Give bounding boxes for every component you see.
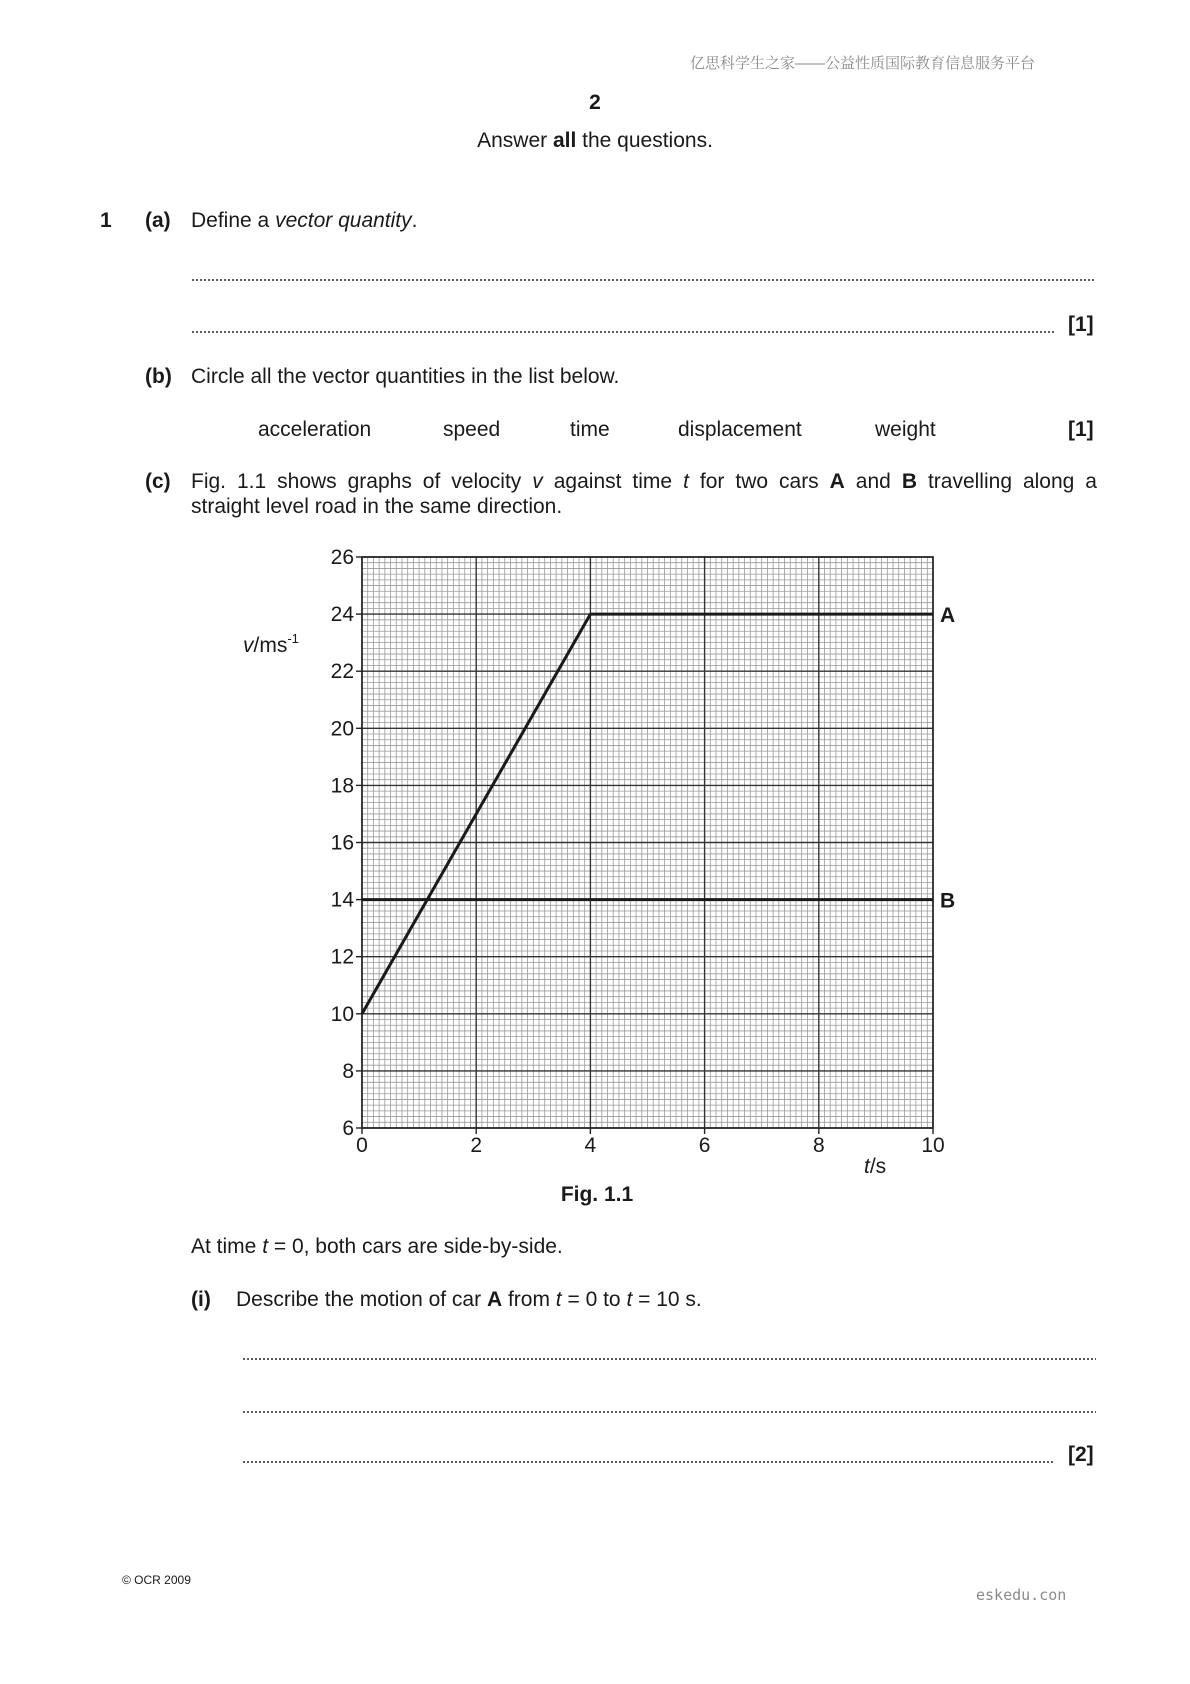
y-tick-labels (331, 546, 355, 1140)
series-label-b: B (940, 889, 956, 913)
instruction: Answer all the questions. (477, 129, 713, 152)
y-axis-label: $v/ms^{-1}$ (243, 631, 299, 657)
y-tick-label: 8 (342, 1059, 354, 1083)
x-tick-label: 2 (470, 1134, 483, 1157)
site-watermark: eskedu.con (976, 1586, 1067, 1604)
series-labels (940, 604, 955, 913)
x-tick-label: 4 (584, 1134, 597, 1157)
part-a-prompt: Define a vector quantity. (191, 209, 418, 232)
y-tick-label: 26 (330, 546, 354, 569)
y-tick-label: 20 (330, 717, 354, 741)
part-c-line2: straight level road in the same direction. (191, 495, 563, 518)
sub-part-i-prompt: Describe the motion of car A from t = 0 to t = 10 s. (236, 1288, 702, 1311)
x-axis-label: t/s (864, 1155, 887, 1178)
x-tick-label: 6 (698, 1134, 711, 1157)
word-weight[interactable]: weight (875, 418, 936, 441)
y-tick-label: 10 (330, 1002, 354, 1026)
y-tick-label: 22 (330, 660, 354, 684)
marks-i: [2] (1068, 1443, 1094, 1466)
part-a-label: (a) (145, 209, 171, 232)
y-tick-label: 14 (330, 888, 354, 912)
part-c-line1: Fig. 1.1 shows graphs of velocity v against time t for two cars A and B travelling along a (191, 470, 1097, 493)
word-displacement[interactable]: displacement (678, 418, 802, 441)
marks-a: [1] (1068, 313, 1094, 336)
x-tick-label: 10 (921, 1134, 945, 1157)
part-b-label: (b) (145, 365, 172, 388)
y-tick-label: 16 (330, 831, 354, 855)
answer-line-i1[interactable] (242, 1358, 1096, 1360)
series-label-a: A (940, 604, 956, 628)
answer-line-i2[interactable] (242, 1411, 1096, 1413)
y-tick-label: 12 (330, 945, 354, 969)
x-tick-label: 8 (812, 1134, 825, 1157)
marks-b: [1] (1068, 418, 1094, 441)
y-tick-label: 6 (342, 1117, 354, 1140)
x-tick-labels (356, 1134, 945, 1157)
y-tick-label: 18 (330, 774, 354, 798)
x-tick-label: 0 (356, 1134, 368, 1157)
word-speed[interactable]: speed (443, 418, 501, 441)
copyright: © OCR 2009 (122, 1573, 191, 1587)
part-c-label: (c) (145, 470, 171, 493)
axes (356, 557, 933, 1134)
question-number: 1 (100, 209, 112, 232)
word-acceleration[interactable]: acceleration (258, 418, 372, 441)
sub-part-i-label: (i) (191, 1288, 211, 1311)
watermark-text: 亿思科学生之家——公益性质国际教育信息服务平台 (690, 55, 1036, 72)
page-number: 2 (589, 91, 601, 114)
part-b-prompt: Circle all the vector quantities in the list below. (191, 365, 620, 388)
figure-caption: Fig. 1.1 (560, 1183, 634, 1206)
statement: At time t = 0, both cars are side-by-side. (191, 1235, 563, 1258)
answer-line-i3[interactable] (242, 1461, 1054, 1463)
y-tick-label: 24 (330, 603, 354, 627)
word-time[interactable]: time (570, 418, 610, 441)
